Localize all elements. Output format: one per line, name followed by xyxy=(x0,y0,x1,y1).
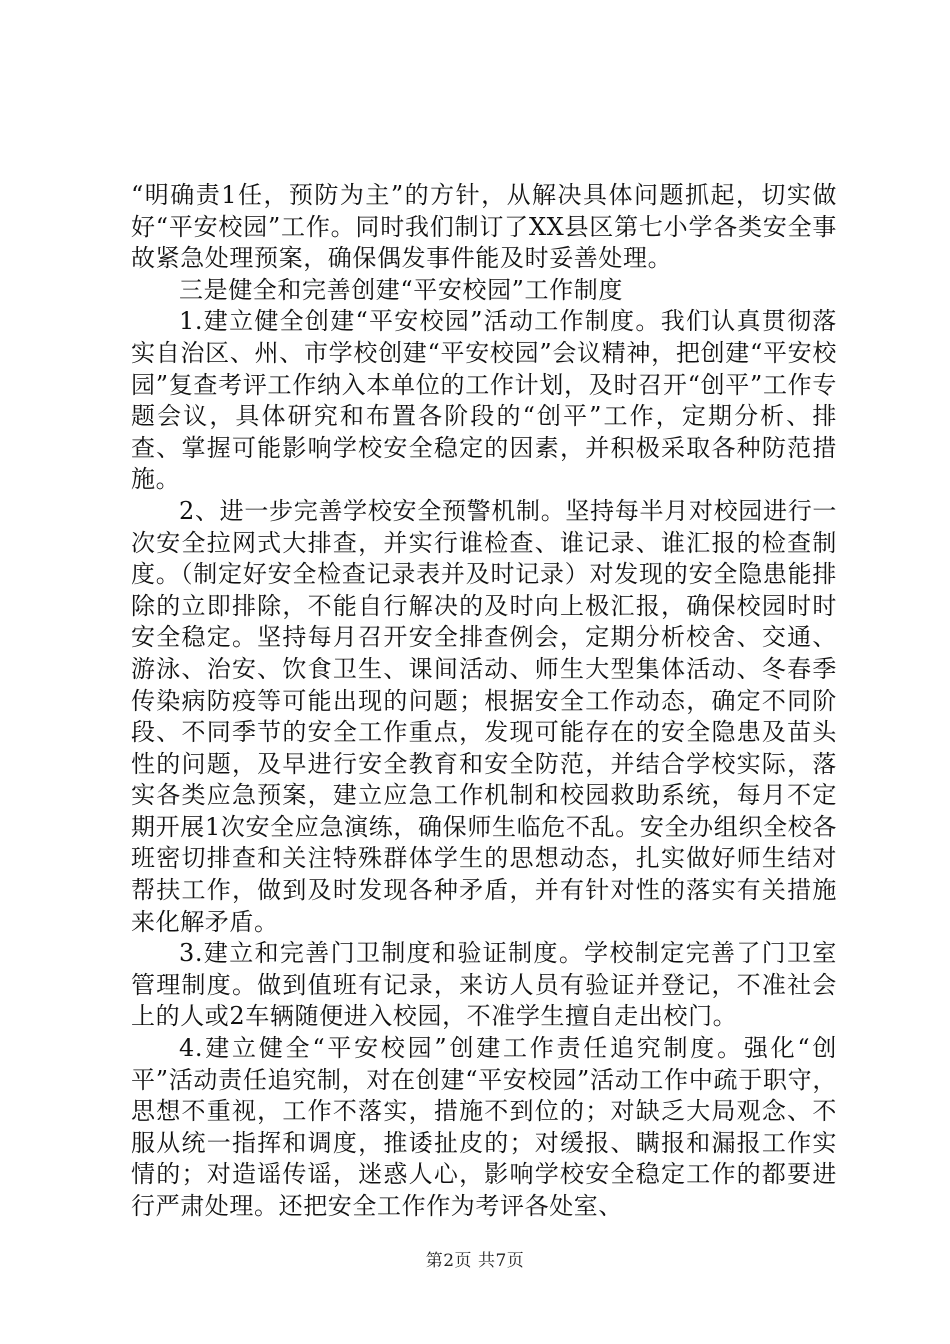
paragraph-4: 2、进一步完善学校安全预警机制。坚持每半月对校园进行一次安全拉网式大排查，并实行谁检查、谁记录、谁汇报的检查制度。（制定好安全检查记录表并及时记录）对发现的安全隐患能排除的立即排除，不能自行解决的及时向上极汇报，确保校园时时安全稳定。坚持每月召开安全排查例会，定期分析校舍、交通、游泳、治安、饮食卫生、课间活动、师生大型集体活动、冬春季传染病防疫等可能出现的问题；根据安全工作动态，确定不同阶段、不同季节的安全工作重点，发现可能存在的安全隐患及苗头性的问题，及早进行安全教育和安全防范，并结合学校实际，落实各类应急预案，建立应急工作机制和校园救助系统，每月不定期开展1次安全应急演练，确保师生临危不乱。安全办组织全校各班密切排查和关注特殊群体学生的思想动态，扎实做好师生结对帮扶工作，做到及时发现各种矛盾，并有针对性的落实有关措施来化解矛盾。 xyxy=(131,496,837,936)
paragraph-3: 1.建立健全创建“平安校园”活动工作制度。我们认真贯彻落实自治区、州、市学校创建“平安校园”会议精神，把创建“平安校园”复查考评工作纳入本单位的工作计划，及时召开“创平”工作专题会议，具体研究和布置各阶段的“创平”工作，定期分析、排查、掌握可能影响学校安全稳定的因素，并积极采取各种防范措施。 xyxy=(131,307,837,494)
page-footer xyxy=(0,1246,950,1271)
paragraph-5: 3.建立和完善门卫制度和验证制度。学校制定完善了门卫室管理制度。做到值班有记录，来访人员有验证并登记，不准社会上的人或2车辆随便进入校园，不准学生擅自走出校门。 xyxy=(131,939,837,1031)
document-body xyxy=(131,180,837,1223)
page-number-label: 第2页 共7页 xyxy=(425,1251,525,1271)
paragraph-2-section-heading: 三是健全和完善创建“平安校园”工作制度 xyxy=(179,275,623,304)
paragraph-1: “明确责1任，预防为主”的方针，从解决具体问题抓起，切实做好“平安校园”工作。同时我们制订了XX县区第七小学各类安全事故紧急处理预案，确保偶发事件能及时妥善处理。 xyxy=(131,181,837,273)
paragraph-6: 4.建立健全“平安校园”创建工作责任追究制度。强化“创平”活动责任追究制，对在创建“平安校园”活动工作中疏于职守，思想不重视，工作不落实，措施不到位的；对缺乏大局观念、不服从统一指挥和调度，推诿扯皮的；对缓报、瞒报和漏报工作实情的；对造谣传谣，迷惑人心，影响学校安全稳定工作的都要进行严肃处理。还把安全工作作为考评各处室、 xyxy=(131,1034,837,1220)
